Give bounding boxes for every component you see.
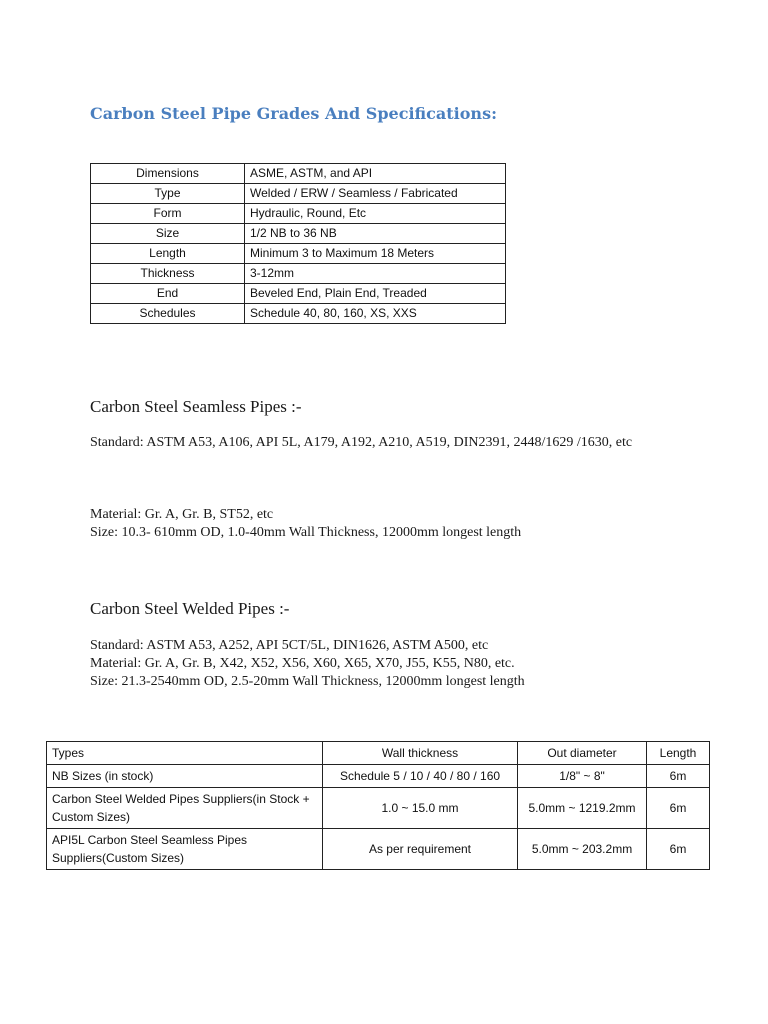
table-cell: 1.0 ~ 15.0 mm xyxy=(323,788,518,829)
table-row xyxy=(91,264,506,284)
seamless-heading: Carbon Steel Seamless Pipes :- xyxy=(90,397,302,416)
table-row xyxy=(91,204,506,224)
spec-label: Schedules xyxy=(91,304,245,324)
table-cell: Schedule 5 / 10 / 40 / 80 / 160 xyxy=(323,765,518,788)
column-header: Length xyxy=(647,742,710,765)
column-header: Types xyxy=(47,742,323,765)
types-table xyxy=(46,741,710,870)
spec-value: Schedule 40, 80, 160, XS, XXS xyxy=(245,304,506,324)
spec-label: Type xyxy=(91,184,245,204)
spec-value: Hydraulic, Round, Etc xyxy=(245,204,506,224)
table-cell: NB Sizes (in stock) xyxy=(47,765,323,788)
column-header: Wall thickness xyxy=(323,742,518,765)
spec-table xyxy=(90,163,506,324)
table-cell: 1/8" ~ 8" xyxy=(518,765,647,788)
table-row xyxy=(47,765,710,788)
table-row xyxy=(91,244,506,264)
table-row xyxy=(47,788,710,829)
page-title: Carbon Steel Pipe Grades And Specifications: xyxy=(90,104,497,123)
table-cell: 5.0mm ~ 203.2mm xyxy=(518,829,647,870)
spec-label: Length xyxy=(91,244,245,264)
table-cell: 5.0mm ~ 1219.2mm xyxy=(518,788,647,829)
seamless-material: Material: Gr. A, Gr. B, ST52, etc xyxy=(90,507,274,522)
table-row xyxy=(91,284,506,304)
table-cell: API5L Carbon Steel Seamless Pipes Suppliers(Custom Sizes) xyxy=(47,829,323,870)
table-row xyxy=(91,184,506,204)
spec-value: ASME, ASTM, and API xyxy=(245,164,506,184)
spec-value: 3-12mm xyxy=(245,264,506,284)
seamless-standard: Standard: ASTM A53, A106, API 5L, A179, A192, A210, A519, DIN2391, 2448/1629 /1630, etc xyxy=(90,435,633,450)
spec-value: Minimum 3 to Maximum 18 Meters xyxy=(245,244,506,264)
table-row xyxy=(47,829,710,870)
table-row xyxy=(91,164,506,184)
spec-value: 1/2 NB to 36 NB xyxy=(245,224,506,244)
table-row xyxy=(91,224,506,244)
welded-size: Size: 21.3-2540mm OD, 2.5-20mm Wall Thickness, 12000mm longest length xyxy=(90,674,525,689)
column-header: Out diameter xyxy=(518,742,647,765)
table-cell: 6m xyxy=(647,829,710,870)
table-cell: As per requirement xyxy=(323,829,518,870)
welded-standard: Standard: ASTM A53, A252, API 5CT/5L, DIN1626, ASTM A500, etc xyxy=(90,638,489,653)
table-cell: 6m xyxy=(647,788,710,829)
welded-heading: Carbon Steel Welded Pipes :- xyxy=(90,599,290,618)
seamless-size: Size: 10.3- 610mm OD, 1.0-40mm Wall Thickness, 12000mm longest length xyxy=(90,525,522,540)
spec-label: Size xyxy=(91,224,245,244)
table-cell: 6m xyxy=(647,765,710,788)
welded-material: Material: Gr. A, Gr. B, X42, X52, X56, X60, X65, X70, J55, K55, N80, etc. xyxy=(90,656,515,671)
spec-label: Form xyxy=(91,204,245,224)
table-row xyxy=(91,304,506,324)
spec-label: End xyxy=(91,284,245,304)
spec-value: Welded / ERW / Seamless / Fabricated xyxy=(245,184,506,204)
spec-value: Beveled End, Plain End, Treaded xyxy=(245,284,506,304)
table-header-row xyxy=(47,742,710,765)
spec-label: Thickness xyxy=(91,264,245,284)
spec-label: Dimensions xyxy=(91,164,245,184)
table-cell: Carbon Steel Welded Pipes Suppliers(in Stock + Custom Sizes) xyxy=(47,788,323,829)
